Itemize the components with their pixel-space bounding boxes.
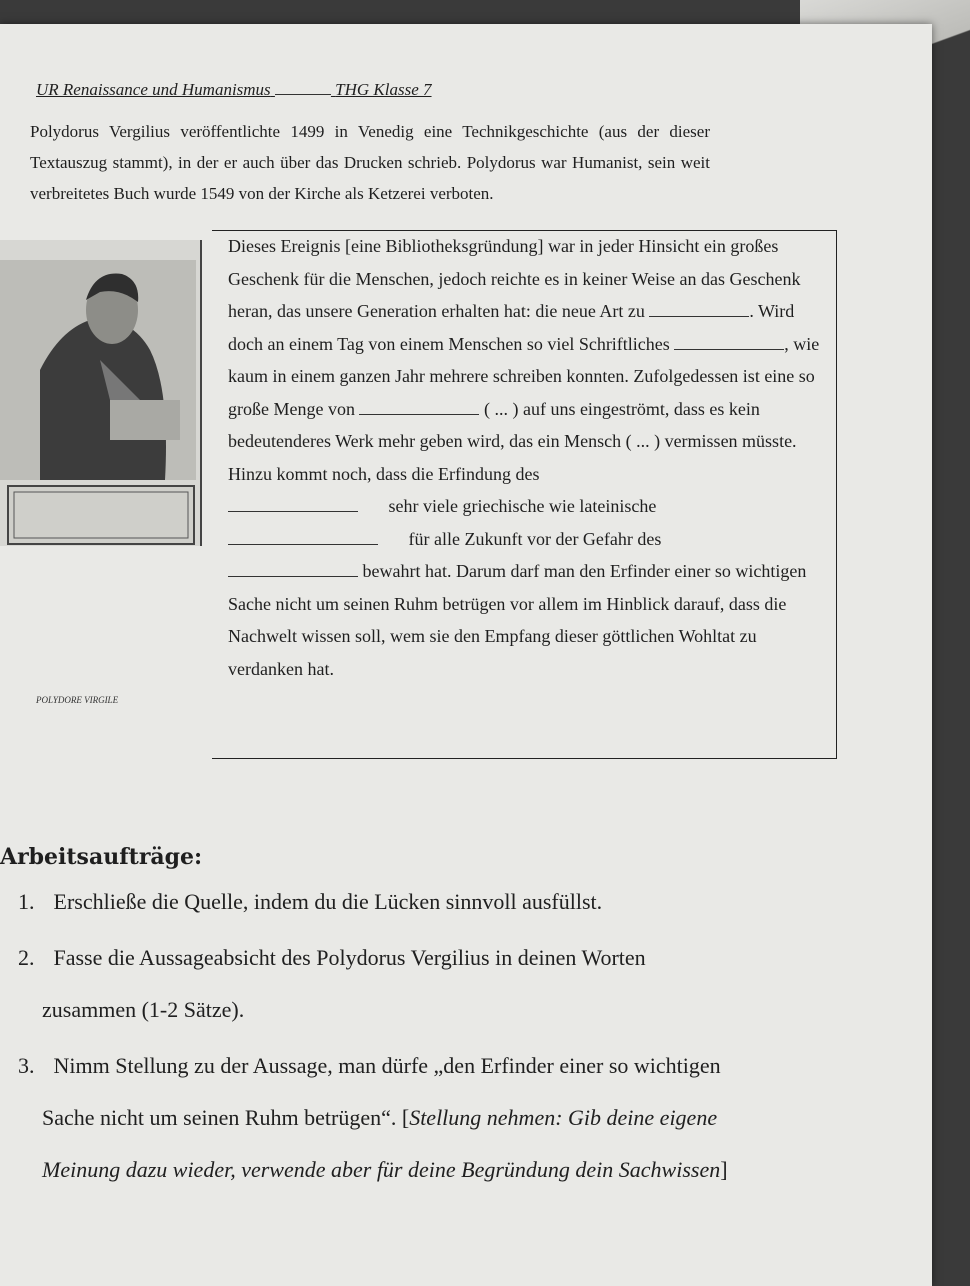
task-2-number: 2. [18, 945, 35, 970]
task-2 [18, 932, 808, 1036]
intro-text: Polydorus Vergilius veröffentlichte 1499 in Venedig eine Technikgeschichte (aus der dieser Textauszug stammt), in der er auch über das Drucken schrieb. Polydorus war Humanist, sein weit verbreitetes Buch wurde 1549 von der Kirche als Ketzerei verboten. [30, 122, 710, 203]
task-3-text-line-1: Nimm Stellung zu der Aussage, man dürfe „den Erfinder einer so wichtigen [53, 1053, 721, 1078]
task-1 [18, 876, 808, 928]
task-2-text-line-2: zusammen (1-2 Sätze). [42, 997, 245, 1022]
header-class: THG Klasse 7 [335, 80, 432, 99]
gap-2-field[interactable] [674, 349, 784, 350]
tasks-heading: Arbeitsaufträge: [0, 844, 203, 870]
task-3-number: 3. [18, 1053, 35, 1078]
gap-5-field[interactable] [228, 544, 378, 545]
quote-part-1: Dieses Ereignis [eine Bibliotheksgründung] war in jeder Hinsicht ein großes Geschenk für die Menschen, jedoch reichte es in keiner Weise an das Geschenk heran, das unsere Generation erhalten hat: die neue Art zu [228, 236, 801, 321]
task-3-text-3b: ] [720, 1157, 728, 1182]
task-3 [18, 1040, 808, 1196]
task-3-text-2a: Sache nicht um seinen Ruhm betrügen“. [ [42, 1105, 410, 1130]
quote-part-5: sehr viele griechische wie lateinische [388, 496, 657, 516]
worksheet-page [0, 24, 932, 1286]
task-3-text-2b: Stellung nehmen: Gib deine eigene [409, 1105, 718, 1130]
task-3-text-line-2 [18, 1092, 808, 1144]
gap-1-field[interactable] [649, 316, 749, 317]
portrait-caption: POLYDORE VIRGILE [36, 695, 119, 705]
quote-part-3: , wie kaum in einem ganzen Jahr mehrere schreiben konnten. Zufolgedessen ist eine so große Menge von [228, 333, 820, 419]
quote-part-6: für alle Zukunft vor der Gefahr des [408, 528, 662, 549]
source-quote [228, 230, 824, 685]
header-separator [275, 94, 331, 95]
quote-part-7: bewahrt hat. Darum darf man den Erfinder einer so wichtigen Sache nicht um seinen Ruhm betrügen vor allem im Hinblick darauf, dass die Nachwelt wissen soll, wem sie den Empfang dieser göttlichen Wohltat zu verdanken hat. [228, 561, 807, 679]
worksheet-header [36, 80, 432, 100]
portrait-image [0, 240, 202, 705]
task-2-text-line-1: Fasse die Aussageabsicht des Polydorus Vergilius in deinen Worten [53, 945, 646, 970]
header-course: UR Renaissance und Humanismus [36, 80, 271, 99]
quote-part-4: ( ... ) auf uns eingeströmt, dass es kein bedeutenderes Werk mehr geben wird, das ein Mensch ( ... ) vermissen müsste. Hinzu kommt noch, dass die Erfindung des [228, 398, 797, 484]
task-3-text-line-3 [18, 1144, 808, 1196]
quote-part-2: . Wird doch an einem Tag von einem Menschen so viel Schriftliches [228, 301, 795, 354]
task-1-text: Erschließe die Quelle, indem du die Lücken sinnvoll ausfüllst. [53, 889, 603, 914]
gap-3-field[interactable] [359, 414, 479, 415]
task-3-text-3a: Meinung dazu wieder, verwende aber für deine Begründung dein Sachwissen [42, 1157, 721, 1182]
gap-6-field[interactable] [228, 576, 358, 577]
gap-4-field[interactable] [228, 511, 358, 512]
portrait-engraving-icon [0, 240, 200, 546]
task-1-number: 1. [18, 889, 35, 914]
